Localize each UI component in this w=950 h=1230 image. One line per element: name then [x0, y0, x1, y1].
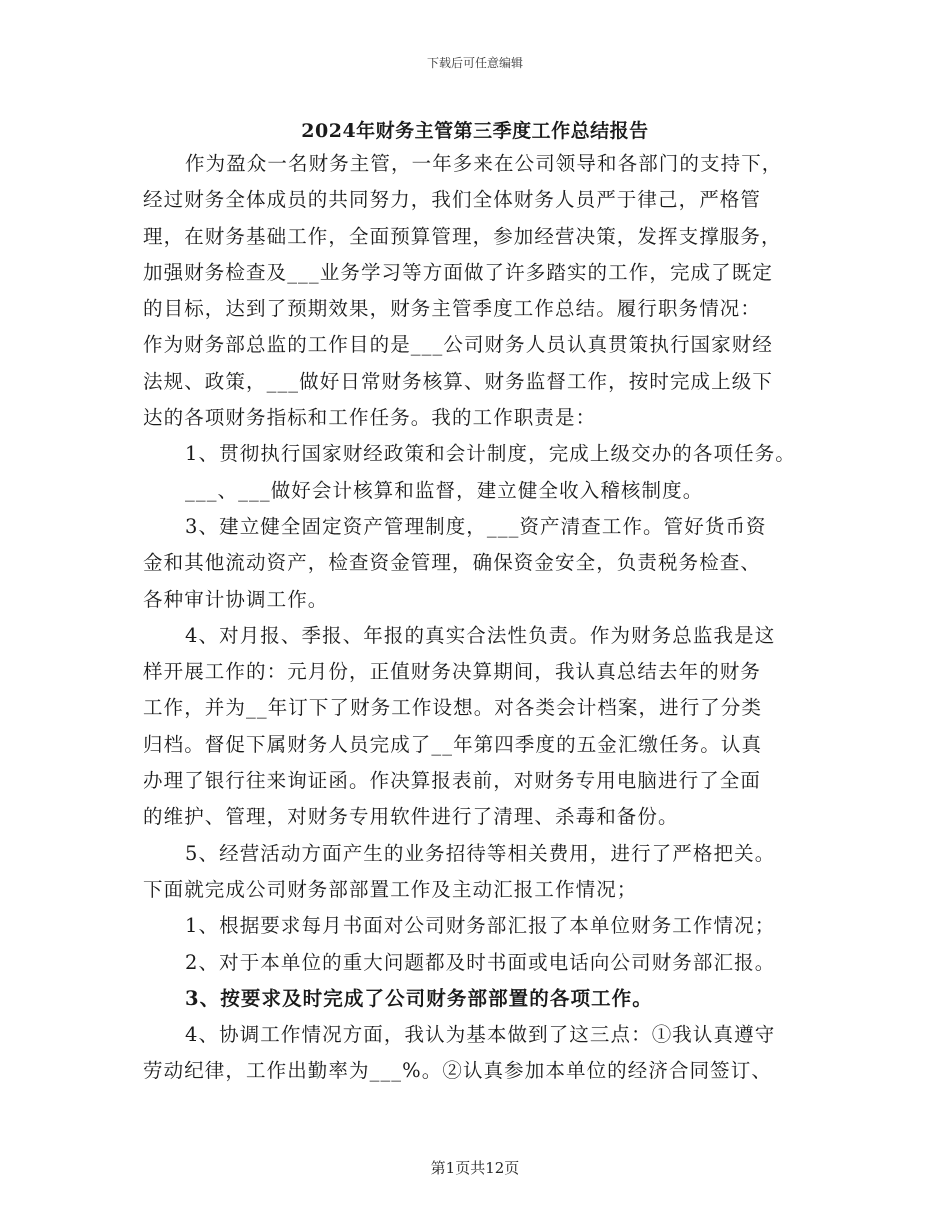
body-line: 办理了银行往来询证函。作决算报表前，对财务专用电脑进行了全面	[143, 769, 762, 793]
page-footer: 第1页共12页	[430, 1159, 520, 1177]
body-line-bold: 3、按要求及时完成了公司财务部部置的各项工作。	[185, 986, 653, 1010]
body-line: 加强财务检查及___业务学习等方面做了许多踏实的工作，完成了既定	[143, 260, 773, 284]
body-line: 金和其他流动资产，检查资金管理，确保资金安全，负责税务检查、	[143, 551, 762, 575]
body-line: 劳动纪律，工作出勤率为___%。②认真参加本单位的经济合同签订、	[143, 1059, 772, 1083]
body-line: 经过财务全体成员的共同努力，我们全体财务人员严于律己，严格管	[143, 188, 762, 212]
body-line: 3、建立健全固定资产管理制度，___资产清查工作。管好货币资	[185, 514, 767, 538]
body-line: 归档。督促下属财务人员完成了__年第四季度的五金汇缴任务。认真	[143, 732, 763, 756]
body-line: 理，在财务基础工作，全面预算管理，参加经营决策，发挥支撑服务，	[143, 224, 782, 248]
body-line: 作为盈众一名财务主管，一年多来在公司领导和各部门的支持下，	[185, 152, 783, 175]
body-line: 1、根据要求每月书面对公司财务部汇报了本单位财务工作情况；	[185, 914, 776, 938]
body-line: 达的各项财务指标和工作任务。我的工作职责是：	[143, 406, 597, 430]
body-line: 1、贯彻执行国家财经政策和会计制度，完成上级交办的各项任务。	[185, 442, 796, 466]
body-line: 5、经营活动方面产生的业务招待等相关费用，进行了严格把关。	[185, 841, 776, 865]
document-body	[143, 146, 823, 1090]
document-title: 2024年财务主管第三季度工作总结报告	[301, 120, 649, 142]
body-line: 4、协调工作情况方面，我认为基本做到了这三点：①我认真遵守	[185, 1023, 776, 1047]
body-line: 2、对于本单位的重大问题都及时书面或电话向公司财务部汇报。	[185, 950, 776, 974]
body-line: 4、对月报、季报、年报的真实合法性负责。作为财务总监我是这	[185, 623, 776, 647]
body-line: 的目标，达到了预期效果，财务主管季度工作总结。履行职务情况：	[143, 297, 762, 321]
body-line: 的维护、管理，对财务专用软件进行了清理、杀毒和备份。	[143, 805, 679, 829]
body-line: 下面就完成公司财务部部置工作及主动汇报工作情况；	[143, 877, 638, 901]
body-line: 样开展工作的：元月份，正值财务决算期间，我认真总结去年的财务	[143, 660, 762, 684]
body-line: 作为财务部总监的工作目的是___公司财务人员认真贯策执行国家财经	[143, 333, 773, 357]
body-line: 法规、政策，___做好日常财务核算、财务监督工作，按时完成上级下	[143, 369, 773, 393]
body-line: 各种审计协调工作。	[143, 587, 329, 611]
body-line: ___、___做好会计核算和监督，建立健全收入稽核制度。	[185, 478, 704, 502]
body-line: 工作，并为__年订下了财务工作设想。对各类会计档案，进行了分类	[143, 696, 763, 720]
header-note: 下载后可任意编辑	[426, 56, 523, 70]
